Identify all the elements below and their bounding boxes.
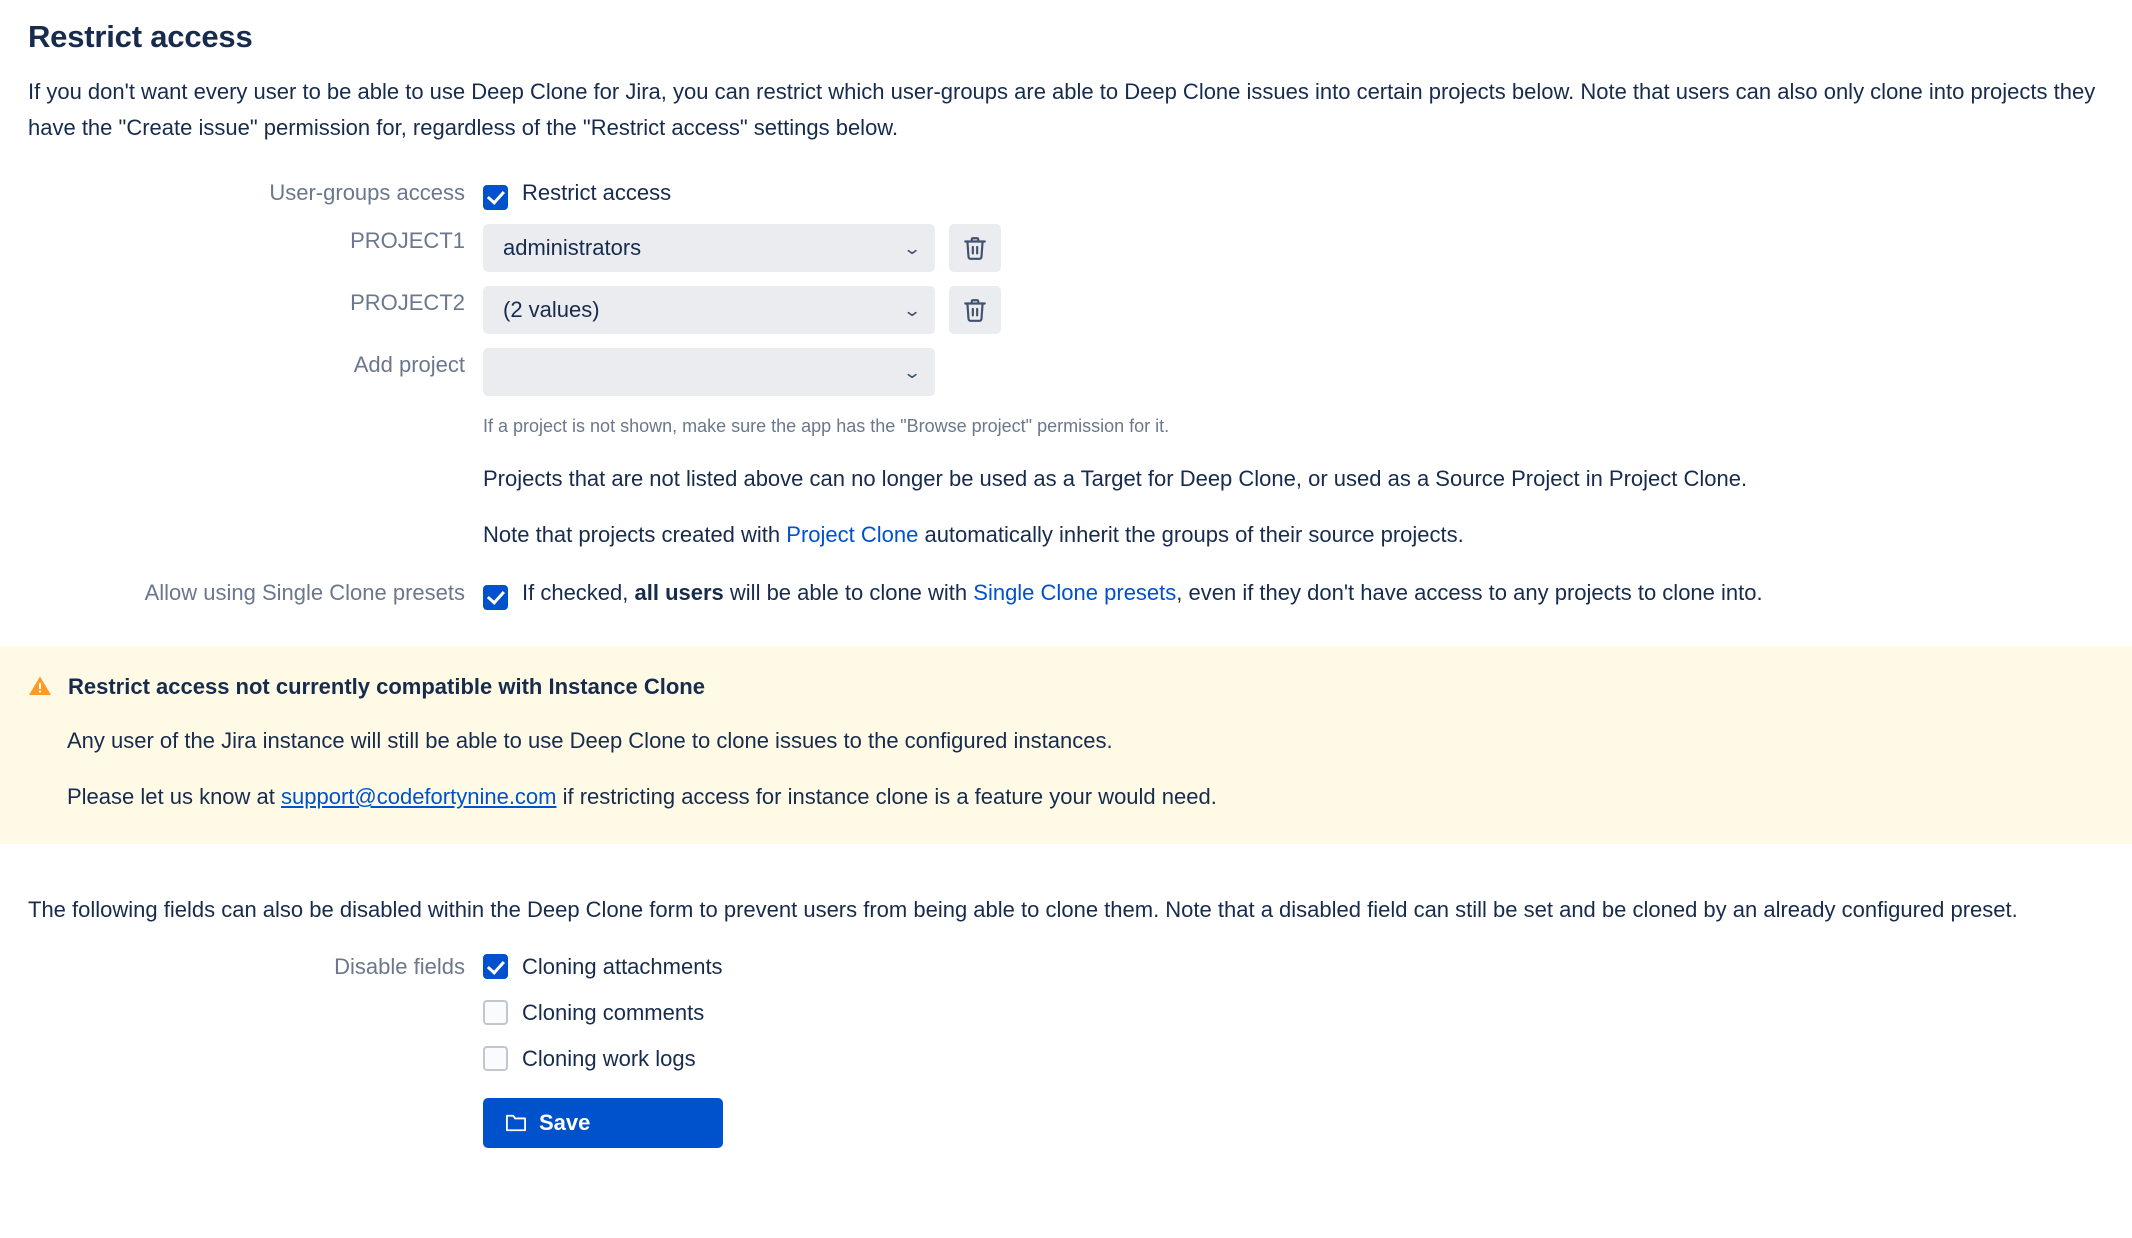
single-clone-presets-text-mid: will be able to clone with [723, 580, 974, 605]
warning-title: Restrict access not currently compatible with Instance Clone [68, 674, 705, 699]
add-project-select[interactable] [483, 348, 935, 396]
trash-icon [962, 235, 988, 261]
disable-fields-section [0, 844, 2132, 1148]
project2-group-select[interactable] [483, 286, 935, 334]
warning-icon [28, 674, 52, 703]
cloning-comments-label: Cloning comments [522, 1000, 705, 1025]
cloning-attachments-checkbox[interactable] [483, 954, 508, 979]
single-clone-presets-control [483, 576, 1763, 610]
add-project-row [28, 348, 2104, 552]
single-clone-presets-link[interactable]: Single Clone presets [973, 580, 1177, 605]
single-clone-presets-text [522, 576, 1763, 610]
list-item [483, 950, 723, 984]
project2-control [483, 286, 1001, 334]
project1-group-select[interactable] [483, 224, 935, 272]
projects-note-1: Projects that are not listed above can no longer be used as a Target for Deep Clone, or used as a Source Project in Project Clone. [483, 466, 1748, 491]
cloning-work-logs-label: Cloning work logs [522, 1046, 696, 1071]
disable-fields-label: Disable fields [334, 954, 465, 979]
restrict-access-checkbox-label: Restrict access [522, 180, 672, 205]
disable-fields-intro: The following fields can also be disabled within the Deep Clone form to prevent users from being able to clone them. Note that a disabled field can still be set and be cloned by an already configured preset. [28, 897, 2018, 922]
list-item [483, 996, 723, 1030]
project1-control [483, 224, 1001, 272]
user-groups-access-control [483, 176, 671, 210]
project1-group-select-value: administrators [503, 235, 642, 260]
restrict-access-checkbox[interactable] [483, 185, 508, 210]
list-item [483, 1042, 723, 1076]
intro-paragraph: If you don't want every user to be able to use Deep Clone for Jira, you can restrict which user-groups are able to Deep Clone issues into certain projects below. Note that users can also only clone into projects they have the "Create issue" permission for, regardless of the "Restrict access" settings below. [28, 79, 2096, 140]
chevron-down-icon: ⌄ [902, 300, 922, 320]
folder-icon [505, 1113, 527, 1133]
cloning-work-logs-checkbox[interactable] [483, 1046, 508, 1071]
user-groups-access-row [28, 176, 2104, 210]
disable-fields-row [28, 950, 2104, 1148]
warning-body-line2-post: if restricting access for instance clone is a feature your would need. [556, 784, 1217, 809]
warning-body-line2 [67, 780, 2104, 814]
project2-label: PROJECT2 [350, 290, 465, 315]
single-clone-presets-text-pre: If checked, [522, 580, 635, 605]
single-clone-presets-text-strong: all users [634, 580, 724, 605]
projects-note-2 [483, 518, 1747, 552]
add-project-label: Add project [353, 352, 465, 377]
project2-group-select-value: (2 values) [503, 297, 600, 322]
chevron-down-icon: ⌄ [902, 238, 922, 258]
instance-clone-warning-panel [0, 646, 2132, 844]
project-row [28, 286, 2104, 334]
project-row [28, 224, 2104, 272]
page-title: Restrict access [28, 19, 253, 54]
project1-label: PROJECT1 [350, 228, 465, 253]
single-clone-presets-row [28, 576, 2104, 610]
add-project-hint: If a project is not shown, make sure the app has the "Browse project" permission for it. [483, 416, 1170, 436]
project2-delete-button[interactable] [949, 286, 1001, 334]
trash-icon [962, 297, 988, 323]
support-email-link[interactable]: support@codefortynine.com [281, 784, 557, 809]
warning-header [28, 672, 2104, 702]
cloning-attachments-label: Cloning attachments [522, 954, 723, 979]
project1-delete-button[interactable] [949, 224, 1001, 272]
restrict-access-page [0, 0, 2132, 610]
save-button-label: Save [539, 1110, 591, 1135]
save-button[interactable] [483, 1098, 723, 1148]
disable-fields-options [483, 950, 723, 1148]
projects-note-2-pre: Note that projects created with [483, 522, 787, 547]
project-clone-link[interactable]: Project Clone [786, 522, 919, 547]
warning-body-line2-pre: Please let us know at [67, 784, 282, 809]
warning-body-line1: Any user of the Jira instance will still be able to use Deep Clone to clone issues to the configured instances. [67, 728, 1113, 753]
cloning-comments-checkbox[interactable] [483, 1000, 508, 1025]
single-clone-presets-text-post: , even if they don't have access to any projects to clone into. [1176, 580, 1763, 605]
chevron-down-icon: ⌄ [902, 362, 922, 382]
single-clone-presets-checkbox[interactable] [483, 585, 508, 610]
single-clone-presets-label: Allow using Single Clone presets [144, 580, 465, 605]
disable-fields-check-list [483, 950, 723, 1076]
projects-note-2-post: automatically inherit the groups of their source projects. [918, 522, 1464, 547]
add-project-field-wrap [483, 348, 1747, 552]
user-groups-access-label: User-groups access [269, 180, 465, 205]
warning-body [67, 724, 2104, 814]
